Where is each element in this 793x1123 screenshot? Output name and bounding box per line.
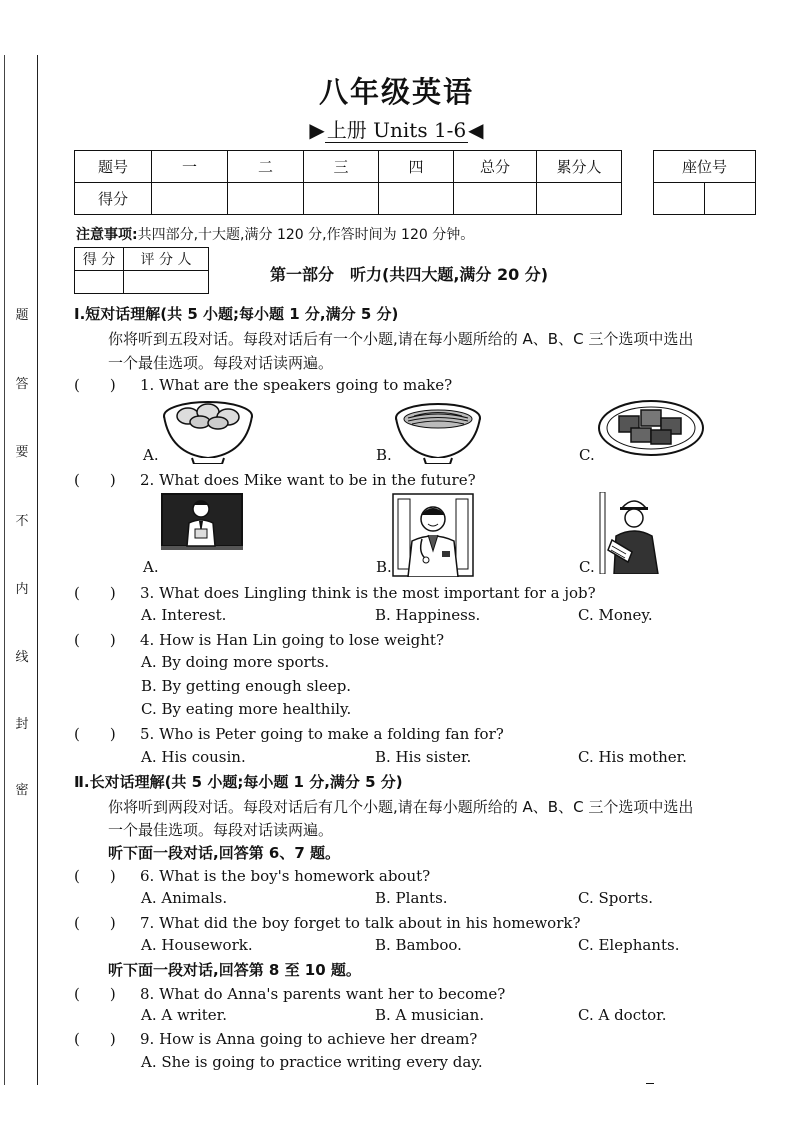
subtitle-text: 上册 Units 1-6: [326, 118, 467, 142]
answer-paren[interactable]: ( ): [74, 914, 116, 932]
score-header: 四: [379, 151, 454, 183]
dumplings-bowl-icon: [162, 398, 254, 464]
answer-paren[interactable]: ( ): [74, 584, 116, 602]
question-1: [74, 374, 452, 395]
option[interactable]: A. Interest.: [141, 606, 227, 624]
question-text: 6. What is the boy's homework about?: [140, 867, 431, 885]
question-2: [74, 469, 476, 490]
option[interactable]: B. Plants.: [375, 889, 448, 907]
score-table: [74, 150, 622, 215]
question-text: 3. What does Lingling think is the most important for a job?: [140, 584, 596, 602]
noodles-bowl-icon: [394, 400, 482, 464]
option-label: B.: [376, 446, 392, 464]
page-title: 八年级英语: [318, 75, 474, 109]
binding-char: 密: [15, 783, 29, 798]
option[interactable]: B. Bamboo.: [375, 936, 462, 954]
grader-name-cell[interactable]: [124, 271, 209, 294]
doctor-icon: [392, 493, 474, 577]
question-6: [74, 865, 430, 886]
question-text: 7. What did the boy forget to talk about in his homework?: [140, 914, 581, 932]
question-7: [74, 912, 581, 933]
score-cell[interactable]: [454, 183, 537, 215]
question-text: 2. What does Mike want to be in the future?: [140, 471, 476, 489]
question-text: 9. How is Anna going to achieve her dream?: [140, 1030, 478, 1048]
right-arrow-mark: ◀: [468, 118, 484, 142]
score-header: 总分: [454, 151, 537, 183]
margin-line-outer: [4, 55, 5, 1085]
score-row-label: 得分: [75, 183, 152, 215]
tofu-plate-icon: [597, 398, 705, 458]
option[interactable]: A. Animals.: [141, 889, 228, 907]
answer-paren[interactable]: ( ): [74, 725, 116, 743]
score-header: 一: [152, 151, 228, 183]
notice: [76, 224, 474, 244]
option-label: C.: [579, 446, 595, 464]
question-5: [74, 723, 504, 744]
question-text: 4. How is Han Lin going to lose weight?: [140, 631, 445, 649]
section-instruction: 一个最佳选项。每段对话读两遍。: [108, 354, 334, 372]
score-cell[interactable]: [228, 183, 304, 215]
notice-text: 共四部分,十大题,满分 120 分,作答时间为 120 分钟。: [137, 227, 475, 243]
option[interactable]: A. She is going to practice writing every day.: [141, 1053, 483, 1071]
page-subtitle: [0, 114, 793, 143]
answer-paren[interactable]: ( ): [74, 376, 116, 394]
sub-instruction: 听下面一段对话,回答第 8 至 10 题。: [108, 961, 361, 979]
score-cell[interactable]: [152, 183, 228, 215]
option[interactable]: A. By doing more sports.: [141, 653, 330, 671]
binding-char: 线: [15, 650, 29, 665]
binding-char: 封: [15, 717, 29, 732]
seat-label: 座位号: [654, 151, 756, 183]
question-4: [74, 629, 444, 650]
option[interactable]: C. His mother.: [578, 748, 687, 766]
grader-box: [74, 247, 209, 294]
binding-char: 要: [15, 445, 29, 460]
answer-paren[interactable]: ( ): [74, 867, 116, 885]
binding-char: 不: [15, 514, 29, 529]
seat-cell[interactable]: [705, 183, 756, 215]
teacher-icon: [161, 493, 243, 553]
answer-paren[interactable]: ( ): [74, 471, 116, 489]
score-cell[interactable]: [304, 183, 379, 215]
option[interactable]: A. His cousin.: [141, 748, 246, 766]
section-instruction: 一个最佳选项。每段对话读两遍。: [108, 821, 334, 839]
option-label: A.: [143, 446, 159, 464]
score-header: 题号: [75, 151, 152, 183]
option[interactable]: C. Money.: [578, 606, 653, 624]
option[interactable]: C. Elephants.: [578, 936, 680, 954]
score-cell[interactable]: [379, 183, 454, 215]
question-text: 1. What are the speakers going to make?: [140, 376, 453, 394]
question-8: [74, 983, 505, 1004]
option-label: B.: [376, 558, 392, 576]
option[interactable]: C. By eating more healthily.: [141, 700, 352, 718]
grader-name-label: 评 分 人: [124, 248, 209, 271]
option[interactable]: B. His sister.: [375, 748, 472, 766]
answer-paren[interactable]: ( ): [74, 1030, 116, 1048]
answer-paren[interactable]: ( ): [74, 631, 116, 649]
option[interactable]: C. Sports.: [578, 889, 654, 907]
option[interactable]: B. By getting enough sleep.: [141, 677, 352, 695]
question-9: [74, 1028, 477, 1049]
option-label: A.: [143, 558, 159, 576]
answer-paren[interactable]: ( ): [74, 985, 116, 1003]
binding-char: 内: [15, 582, 29, 597]
option[interactable]: A. Housework.: [141, 936, 253, 954]
question-text: 5. Who is Peter going to make a folding fan for?: [140, 725, 504, 743]
score-header: 二: [228, 151, 304, 183]
option[interactable]: B. Happiness.: [375, 606, 481, 624]
part-title: 第一部分 听力(共四大题,满分 20 分): [270, 265, 549, 284]
engineer-icon: [598, 492, 670, 574]
section-heading: Ⅰ.短对话理解(共 5 小题;每小题 1 分,满分 5 分): [74, 305, 399, 323]
grader-score-cell[interactable]: [75, 271, 124, 294]
option[interactable]: C. A doctor.: [578, 1006, 667, 1024]
binding-line: [37, 55, 38, 1085]
page-mark: [646, 1083, 654, 1084]
seat-cell[interactable]: [654, 183, 705, 215]
option-label: C.: [579, 558, 595, 576]
sub-instruction: 听下面一段对话,回答第 6、7 题。: [108, 844, 341, 862]
score-header: 累分人: [537, 151, 622, 183]
score-cell[interactable]: [537, 183, 622, 215]
binding-char: 题: [15, 308, 29, 323]
grader-score-label: 得 分: [75, 248, 124, 271]
left-arrow-mark: ▶: [309, 118, 325, 142]
question-text: 8. What do Anna's parents want her to become?: [140, 985, 506, 1003]
notice-label: 注意事项:: [76, 227, 138, 243]
seat-table: [653, 150, 756, 215]
question-3: [74, 582, 596, 603]
section-heading: Ⅱ.长对话理解(共 5 小题;每小题 1 分,满分 5 分): [74, 773, 403, 791]
section-instruction: 你将听到两段对话。每段对话后有几个小题,请在每小题所给的 A、B、C 三个选项中选出: [108, 798, 694, 816]
score-header: 三: [304, 151, 379, 183]
binding-char: 答: [15, 377, 29, 392]
option[interactable]: A. A writer.: [141, 1006, 227, 1024]
section-instruction: 你将听到五段对话。每段对话后有一个小题,请在每小题所给的 A、B、C 三个选项中选出: [108, 330, 694, 348]
option[interactable]: B. A musician.: [375, 1006, 485, 1024]
